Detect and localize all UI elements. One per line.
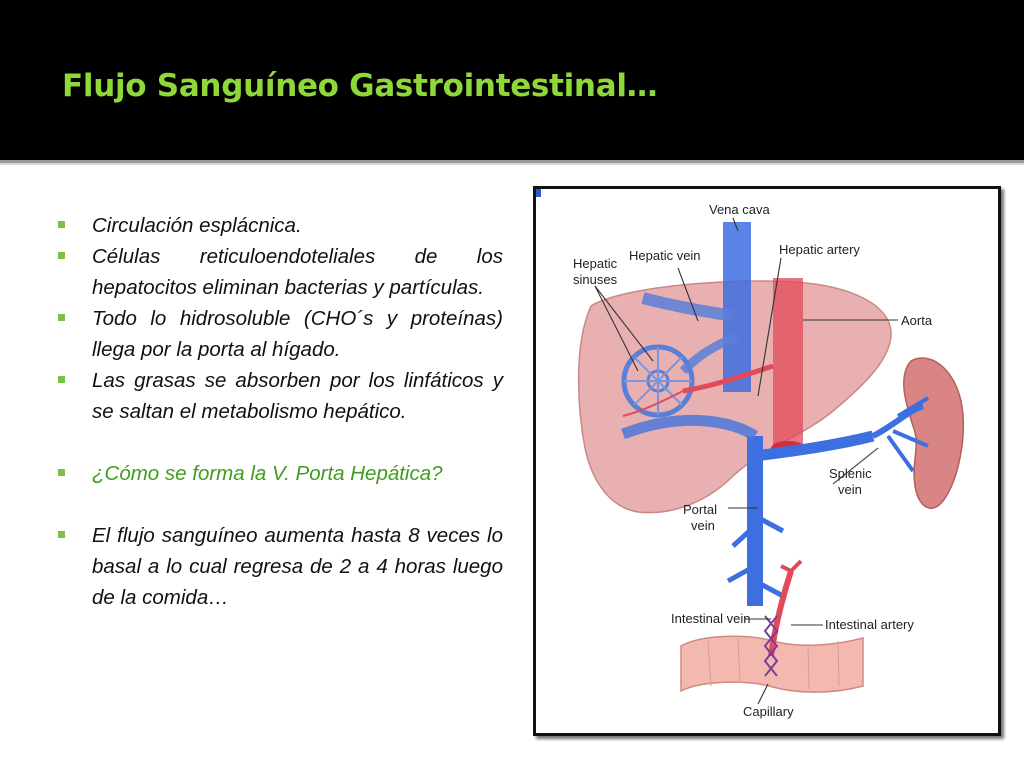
slide-title: Flujo Sanguíneo Gastrointestinal… xyxy=(62,68,658,104)
bullet-marker-icon xyxy=(58,314,65,321)
bullet-marker-icon xyxy=(58,531,65,538)
bullet-item xyxy=(56,365,503,427)
bullet-text: Células reticuloendoteliales de los hepatocitos eliminan bacterias y partículas. xyxy=(92,245,503,299)
bullet-marker-icon xyxy=(58,469,65,476)
label-portal-vein-1: Portal xyxy=(683,502,717,517)
spleen-shape xyxy=(904,358,963,508)
bullet-text: Circulación esplácnica. xyxy=(92,214,302,237)
bullet-marker-icon xyxy=(58,221,65,228)
label-aorta: Aorta xyxy=(901,313,933,328)
bullet-marker-icon xyxy=(58,376,65,383)
bullet-item xyxy=(56,241,503,303)
bullet-text: ¿Cómo se forma la V. Porta Hepática? xyxy=(92,462,443,485)
aorta-shape xyxy=(773,278,803,448)
label-hepatic-vein: Hepatic vein xyxy=(629,248,701,263)
label-intestinal-artery: Intestinal artery xyxy=(825,617,914,632)
label-vena-cava: Vena cava xyxy=(709,202,770,217)
bullet-list xyxy=(56,210,503,613)
label-intestinal-vein: Intestinal vein xyxy=(671,611,751,626)
label-portal-vein-2: vein xyxy=(691,518,715,533)
label-hepatic-sinuses-1: Hepatic xyxy=(573,256,618,271)
label-splenic-vein-1: Splenic xyxy=(829,466,872,481)
bullet-item xyxy=(56,303,503,365)
bullet-text: Las grasas se absorben por los linfáticos y se saltan el metabolismo hepático. xyxy=(92,369,503,423)
label-capillary: Capillary xyxy=(743,704,794,719)
bullet-marker-icon xyxy=(58,252,65,259)
title-bar xyxy=(0,0,1024,160)
label-splenic-vein-2: vein xyxy=(838,482,862,497)
vena-cava-shape xyxy=(723,222,751,392)
label-hepatic-artery: Hepatic artery xyxy=(779,242,860,257)
label-hepatic-sinuses-2: sinuses xyxy=(573,272,618,287)
bullet-text: Todo lo hidrosoluble (CHO´s y proteínas) llega por la porta al hígado. xyxy=(92,307,503,361)
portal-circulation-diagram xyxy=(533,186,1001,736)
bullet-item xyxy=(56,520,503,613)
bullet-item-question xyxy=(56,458,503,489)
bullet-text: El flujo sanguíneo aumenta hasta 8 veces lo basal a lo cual regresa de 2 a 4 horas luego de la comida… xyxy=(92,524,503,609)
bullet-item xyxy=(56,210,503,241)
